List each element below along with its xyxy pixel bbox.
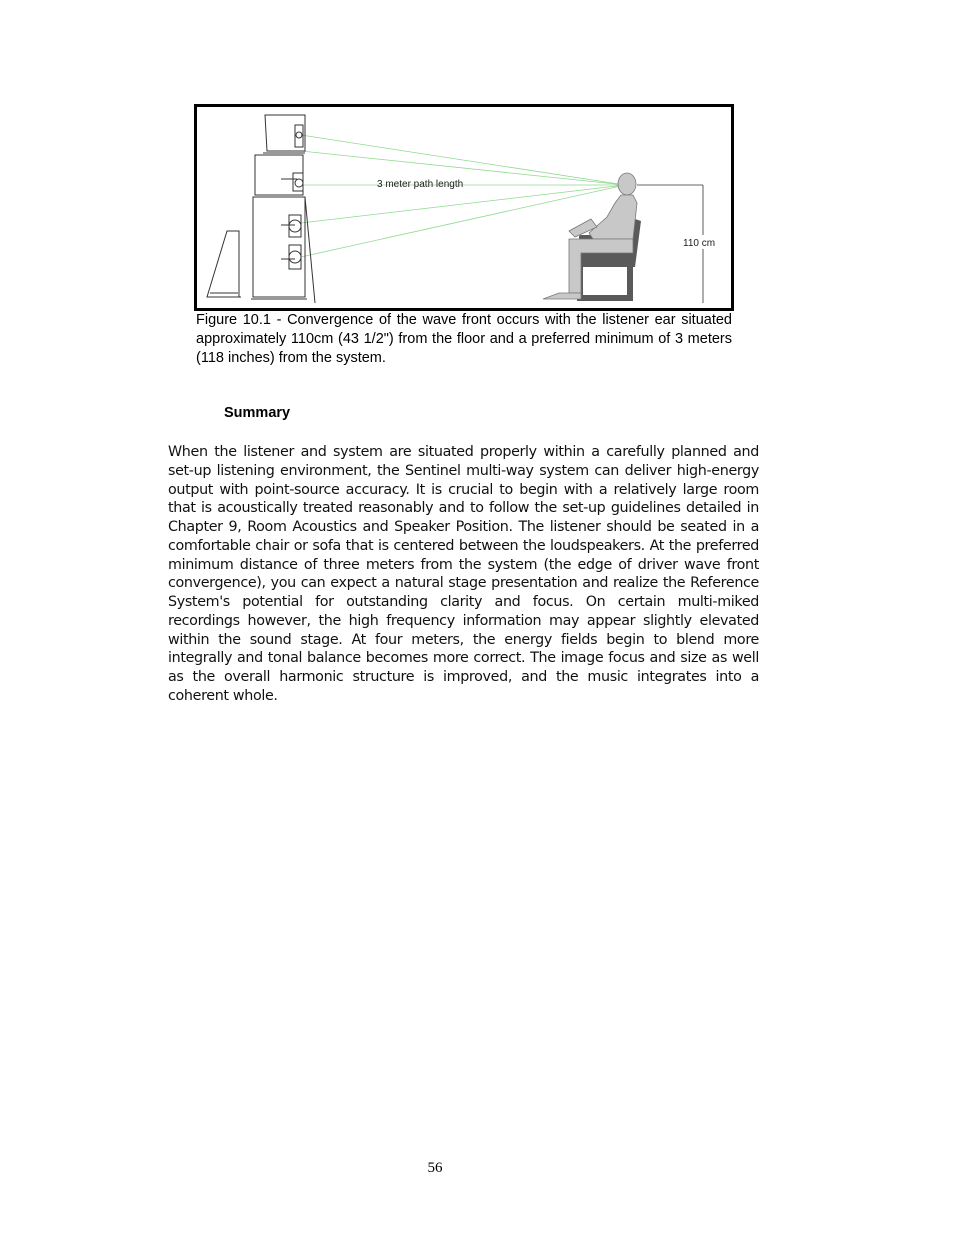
figure-drawing (197, 107, 731, 308)
figure-caption: Figure 10.1 - Convergence of the wave front occurs with the listener ear situated approximately 110cm (43 1/2") from the floor and a preferred minimum of 3 meters (118 inches) from the system. (196, 312, 732, 366)
listening-position-figure (194, 104, 734, 311)
tower-speaker (251, 115, 315, 303)
height-label: 110 cm (683, 238, 716, 249)
section-heading: Summary (224, 405, 291, 421)
page-number: 56 (427, 1160, 443, 1176)
small-speaker (207, 231, 241, 297)
path-length-label: 3 meter path length (377, 179, 464, 190)
summary-paragraph: When the listener and system are situated properly within a carefully planned and set-up listening environment, the Sentinel multi-way system can deliver high-energy output with point-source accuracy. It is crucial to begin with a relatively large room that is acoustically treated reasonably and to follow the set-up guidelines detailed in Chapter 9, Room Acoustics and Speaker Position. The listener should be seated in a comfortable chair or sofa that is centered between the loudspeakers. At the preferred minimum distance of three meters from the system (the edge of driver wave front convergence), you can expect a natural stage presentation and realize the Reference System's potential for outstanding clarity and focus. On certain multi-miked recordings however, the high frequency information may appear slightly elevated within the sound stage. At four meters, the energy fields begin to blend more integrally and tonal balance becomes more correct. The image focus and size as well as the overall harmonic structure is improved, and the music integrates into a coherent whole. (168, 444, 759, 704)
